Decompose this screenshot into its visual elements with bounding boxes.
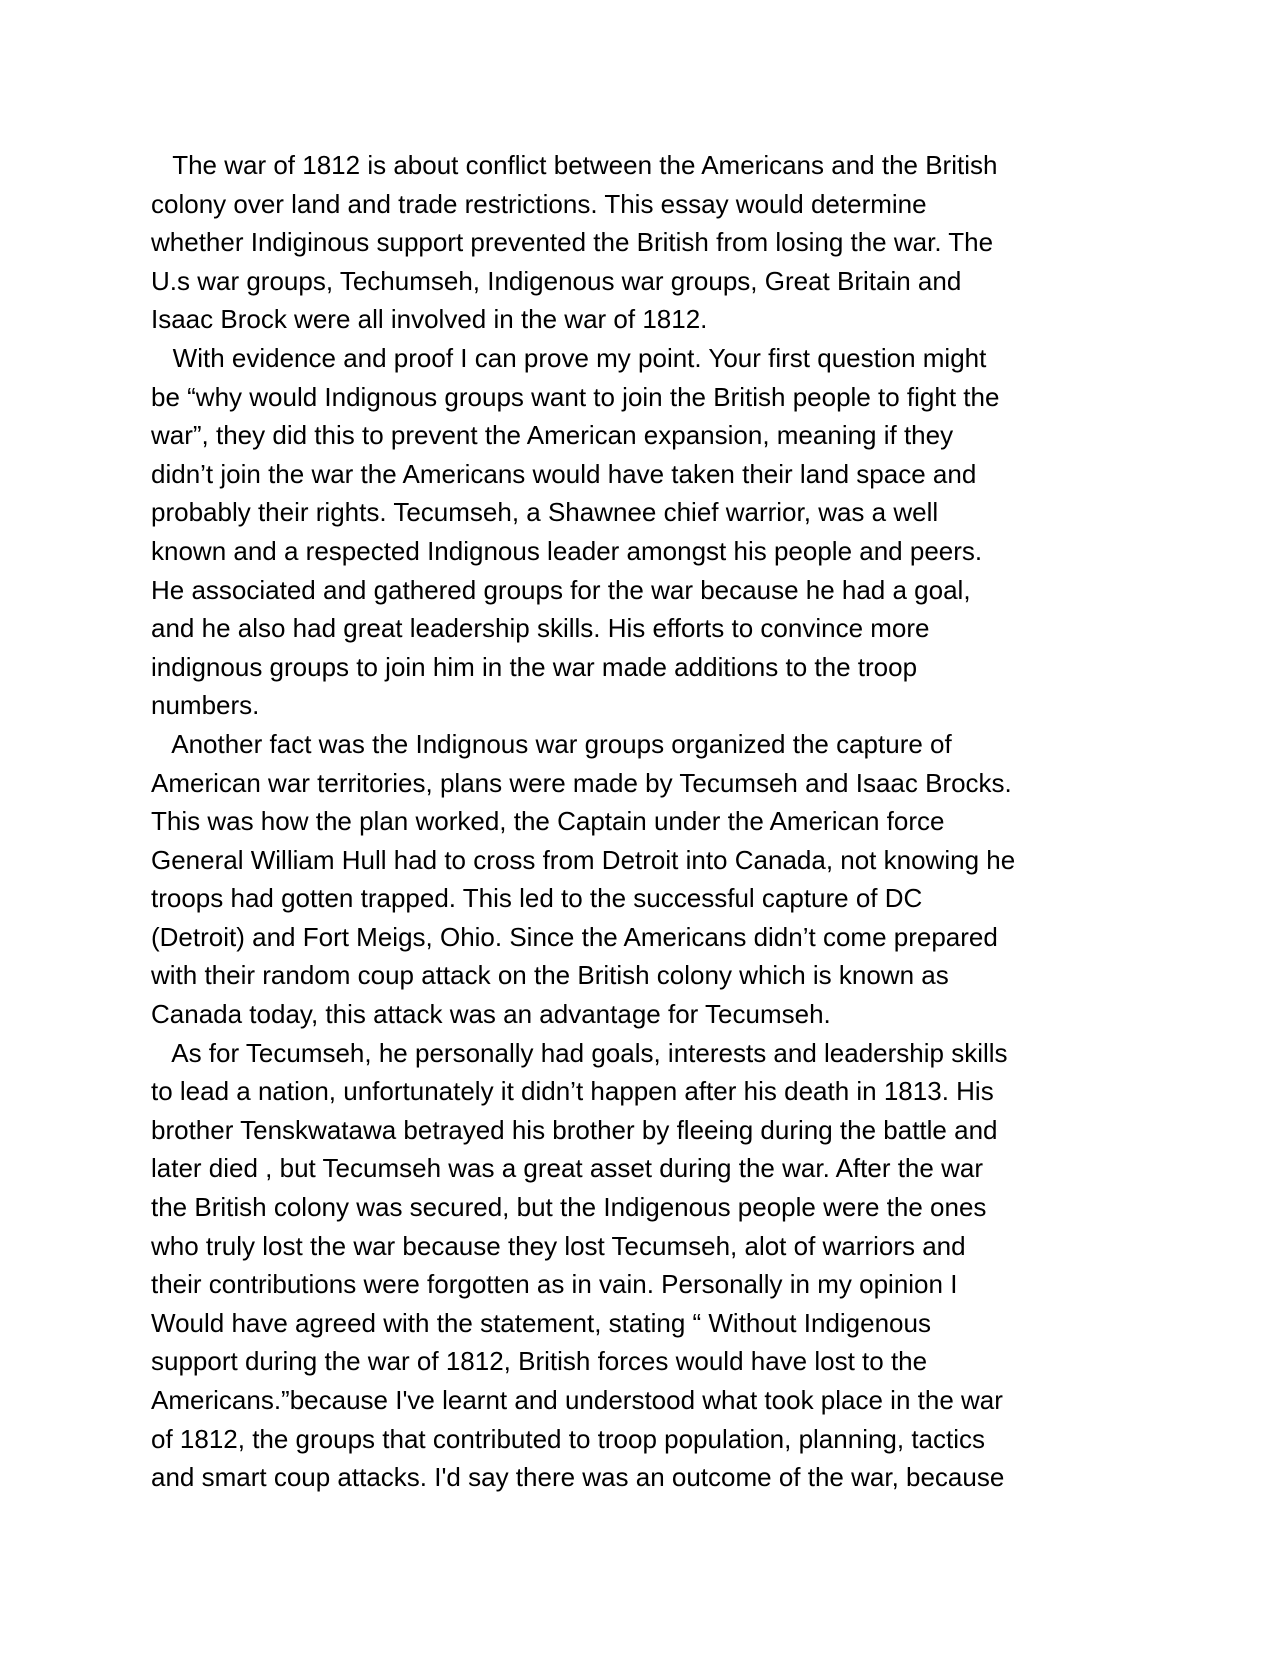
text-line: troops had gotten trapped. This led to the successful capture of DC bbox=[151, 883, 923, 914]
paragraph-introduction bbox=[151, 146, 1151, 339]
text-line: (Detroit) and Fort Meigs, Ohio. Since the Americans didn’t come prepared bbox=[151, 921, 998, 952]
essay-body bbox=[151, 146, 1151, 1497]
text-line: and he also had great leadership skills. His efforts to convince more bbox=[151, 613, 930, 644]
text-line: of 1812, the groups that contributed to troop population, planning, tactics bbox=[151, 1423, 986, 1454]
text-line: who truly lost the war because they lost Tecumseh, alot of warriors and bbox=[151, 1230, 966, 1261]
text-line: Another fact was the Indignous war groups organized the capture of bbox=[151, 728, 952, 759]
text-line: As for Tecumseh, he personally had goals, interests and leadership skills bbox=[151, 1037, 1008, 1068]
text-line: indignous groups to join him in the war made additions to the troop bbox=[151, 651, 918, 682]
text-line: Canada today, this attack was an advantage for Tecumseh. bbox=[151, 999, 831, 1030]
text-line: With evidence and proof I can prove my point. Your first question might bbox=[151, 342, 987, 373]
text-line: Isaac Brock were all involved in the war of 1812. bbox=[151, 304, 708, 335]
text-line: to lead a nation, unfortunately it didn’t happen after his death in 1813. His bbox=[151, 1076, 994, 1107]
text-line: support during the war of 1812, British forces would have lost to the bbox=[151, 1346, 928, 1377]
text-line: whether Indiginous support prevented the British from losing the war. The bbox=[151, 227, 994, 258]
paragraph-evidence bbox=[151, 339, 1151, 725]
text-line: General William Hull had to cross from Detroit into Canada, not knowing he bbox=[151, 844, 1016, 875]
paragraph-conclusion bbox=[151, 1034, 1151, 1497]
text-line: He associated and gathered groups for the war because he had a goal, bbox=[151, 574, 971, 605]
text-line: and smart coup attacks. I'd say there was an outcome of the war, because bbox=[151, 1462, 1005, 1493]
text-line: Would have agreed with the statement, stating “ Without Indigenous bbox=[151, 1307, 931, 1338]
text-line: known and a respected Indignous leader amongst his people and peers. bbox=[151, 535, 983, 566]
text-line: Americans.”because I've learnt and understood what took place in the war bbox=[151, 1385, 1003, 1415]
paragraph-capture-plan bbox=[151, 725, 1151, 1034]
text-line: American war territories, plans were made by Tecumseh and Isaac Brocks. bbox=[151, 767, 1012, 798]
text-line: brother Tenskwatawa betrayed his brother by fleeing during the battle and bbox=[151, 1114, 998, 1145]
text-line: colony over land and trade restrictions. This essay would determine bbox=[151, 188, 927, 219]
text-line: their contributions were forgotten as in vain. Personally in my opinion I bbox=[151, 1269, 958, 1300]
text-line: The war of 1812 is about conflict between the Americans and the British bbox=[151, 150, 998, 180]
text-line: This was how the plan worked, the Captain under the American force bbox=[151, 806, 945, 837]
text-line: U.s war groups, Techumseh, Indigenous war groups, Great Britain and bbox=[151, 265, 962, 296]
text-line: didn’t join the war the Americans would have taken their land space and bbox=[151, 458, 977, 489]
text-line: the British colony was secured, but the Indigenous people were the ones bbox=[151, 1192, 987, 1223]
text-line: be “why would Indignous groups want to join the British people to fight the bbox=[151, 381, 1000, 412]
text-line: war”, they did this to prevent the American expansion, meaning if they bbox=[151, 420, 954, 451]
text-line: later died , but Tecumseh was a great asset during the war. After the war bbox=[151, 1153, 983, 1184]
text-line: numbers. bbox=[151, 690, 260, 721]
text-line: probably their rights. Tecumseh, a Shawnee chief warrior, was a well bbox=[151, 497, 939, 528]
text-line: with their random coup attack on the British colony which is known as bbox=[151, 960, 949, 991]
